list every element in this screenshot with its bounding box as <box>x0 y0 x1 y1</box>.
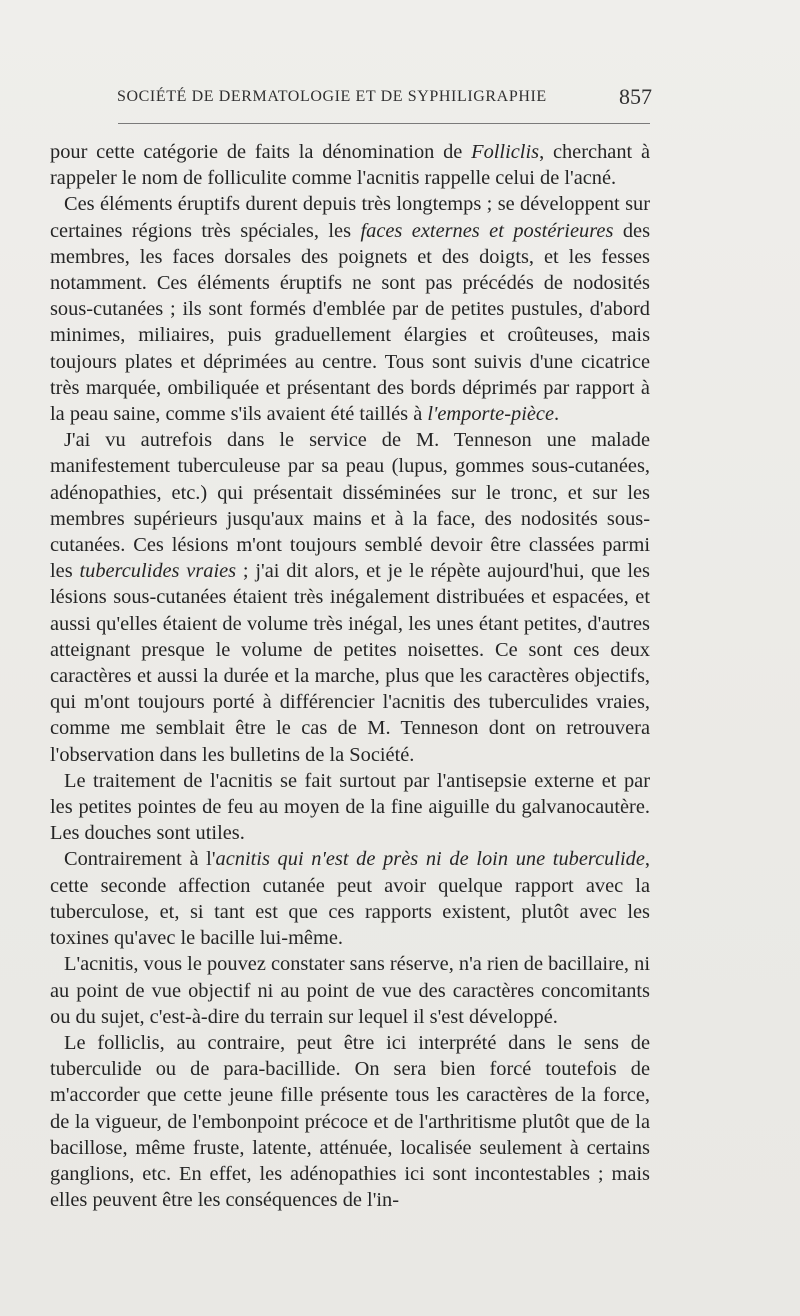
body-text <box>50 139 650 1213</box>
text-run: ; j'ai dit alors, et je le répète aujourd'hui, que les lésions sous-cutanées étaient très inégalement distribuées et espacées, et aussi qu'elles étaient de volume très inégal, les unes étant petites, d'autres atteignant presque le volume de petites noisettes. Ce sont ces deux caractères et aussi la durée et la marche, plus que les caractères objectifs, qui m'ont toujours porté à différencier l'acnitis des tuberculides vraies, comme me semblait être le cas de M. Tenneson dont on retrouvera l'observation dans les bulletins de la Société. <box>50 560 650 766</box>
text-run: L'acnitis, vous le pouvez constater sans réserve, n'a rien de bacillaire, ni au point de vue objectif ni au point de vue des caractères concomitants ou du sujet, c'est-à-dire du terrain sur lequel il s'est développé. <box>50 953 650 1028</box>
text-run: des membres, les faces dorsales des poignets et des doigts, et les fesses notamment. Ces éléments éruptifs ne sont pas précédés de nodosités sous-cutanées ; ils sont formés d'emblée par de petites pustules, d'abord minimes, miliaires, puis graduellement élargies et croûteuses, mais toujours plates et déprimées au centre. Tous sont suivis d'une cicatrice très marquée, ombiliquée et présentant des bords déprimés par rapport à la peau saine, comme s'ils avaient été taillés à <box>50 219 651 426</box>
text-run: Le traitement de l'acnitis se fait surtout par l'antisepsie externe et par les petites pointes de feu au moyen de la fine aiguille du galvanocautère. Les douches sont utiles. <box>50 769 650 845</box>
text-run: Le folliclis, au contraire, peut être ici interprété dans le sens de tuberculide ou de para-bacillide. On sera bien forcé toutefois de m'accorder que cette jeune fille présente tous les caractères de la force, de la vigueur, de l'embonpoint précoce et de l'arthritisme plutôt que de la bacillose, même fruste, latente, atténuée, localisée seulement à certains ganglions, etc. En effet, les adénopathies ici sont incontestables ; mais elles peuvent être les conséquences de l'in- <box>50 1031 650 1212</box>
text-run: , cherchant à rappeler le nom de folliculite comme l'acnitis rappelle celui de l'acné. <box>50 141 650 190</box>
paragraph <box>50 191 650 427</box>
italic-text: faces externes et postérieures <box>360 219 614 242</box>
running-title: SOCIÉTÉ DE DERMATOLOGIE ET DE SYPHILIGRAPHIE <box>117 88 547 105</box>
running-header <box>117 86 652 112</box>
italic-text: l'emporte-pièce <box>427 403 555 426</box>
paragraph <box>50 846 650 951</box>
text-run: Ces éléments éruptifs durent depuis très longtemps ; se développent sur certaines régions très spéciales, les <box>50 193 650 242</box>
paragraph <box>50 951 650 1030</box>
italic-text: acnitis qui n'est de près ni de loin une tuberculide <box>215 848 645 871</box>
paragraph <box>50 139 650 191</box>
page-number: 857 <box>619 84 652 109</box>
text-run: pour cette catégorie de faits la dénomination de <box>50 141 472 163</box>
paragraph <box>50 427 650 768</box>
text-run: Contrairement à l' <box>64 848 216 871</box>
italic-text: Folliclis <box>471 141 540 163</box>
paragraph <box>50 1030 650 1213</box>
paragraph <box>50 768 650 847</box>
text-run: . <box>554 403 560 426</box>
text-run: , cette seconde affection cutanée peut avoir quelque rapport avec la tuberculose, et, si tant est que ces rapports existent, plutôt avec les toxines qu'avec le bacille lui-même. <box>50 848 651 950</box>
italic-text: tuberculides vraies <box>79 560 237 583</box>
text-run: J'ai vu autrefois dans le service de M. Tenneson une malade manifestement tuberculeuse par sa peau (lupus, gommes sous-cutanées, adénopathies, etc.) qui présentait disséminées sur le tronc, et sur les membres supérieurs jusqu'aux mains et à la face, des nodosités sous-cutanées. Ces lésions m'ont toujours semblé devoir être classées parmi les <box>50 429 650 583</box>
header-rule <box>118 123 650 124</box>
